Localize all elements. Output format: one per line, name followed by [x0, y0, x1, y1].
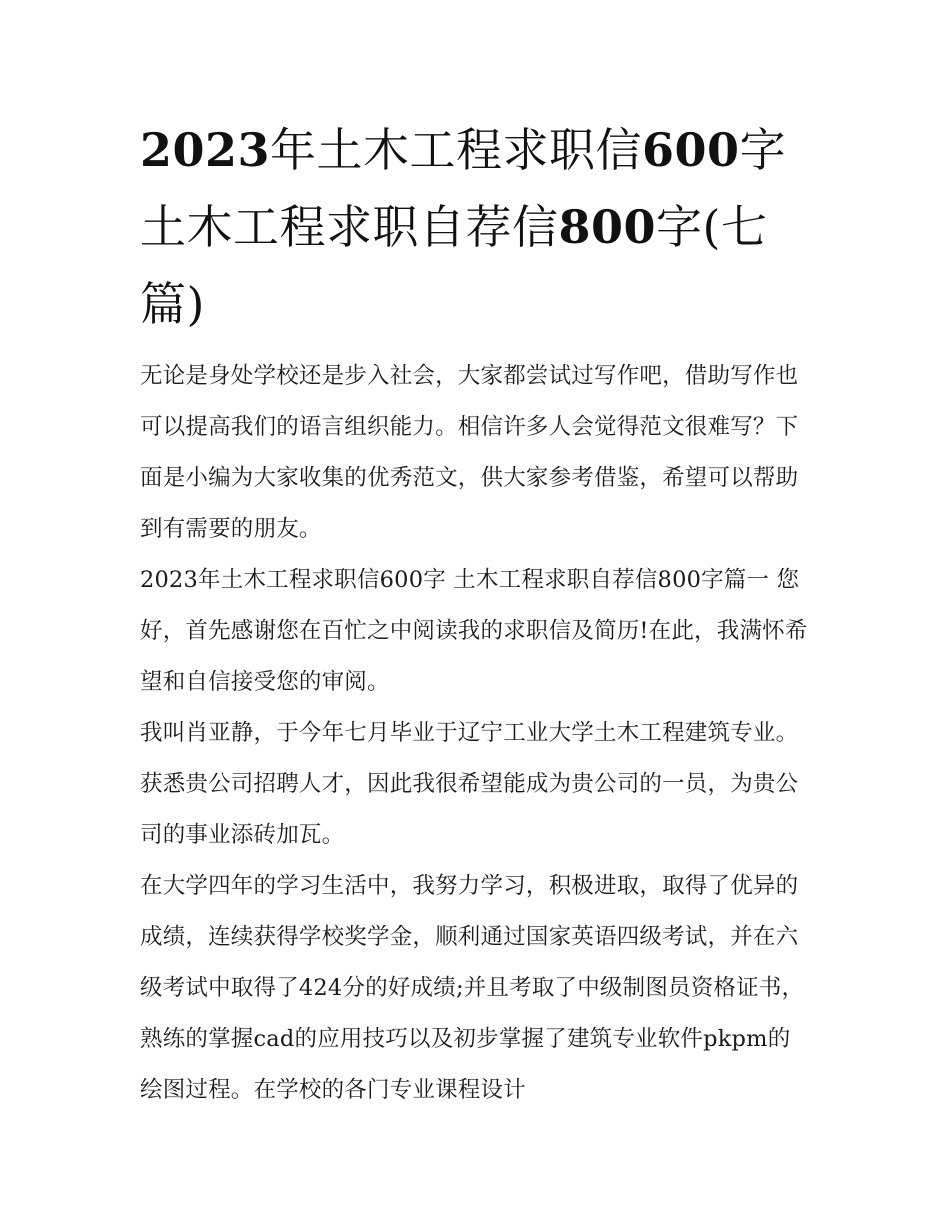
paragraph-greeting: 2023年土木工程求职信600字 土木工程求职自荐信800字篇一 您好，首先感谢您在百忙之中阅读我的求职信及简历!在此，我满怀希望和自信接受您的审阅。	[140, 567, 808, 695]
title-segment: 字(七篇)	[140, 200, 768, 331]
title-segment: 年土木工程求职信	[270, 123, 643, 177]
document-title	[140, 112, 812, 343]
paragraph-self-introduction: 我叫肖亚静，于今年七月毕业于辽宁工业大学土木工程建筑专业。获悉贵公司招聘人才，因此我很希望能成为贵公司的一员，为贵公司的事业添砖加瓦。	[140, 720, 799, 848]
title-number: 800	[558, 200, 657, 254]
title-number: 600	[642, 123, 740, 177]
paragraph-intro: 无论是身处学校还是步入社会，大家都尝试过写作吧，借助写作也可以提高我们的语言组织能力。相信许多人会觉得范文很难写？下面是小编为大家收集的优秀范文，供大家参考借鉴，希望可以帮助到有需要的朋友。	[140, 363, 799, 542]
title-segment: 字 土木工程求职自荐信	[140, 123, 787, 254]
title-year: 2023	[140, 123, 271, 177]
document-body	[140, 112, 812, 1116]
paragraph-university-study: 在大学四年的学习生活中，我努力学习，积极进取，取得了优异的成绩，连续获得学校奖学金，顺利通过国家英语四级考试，并在六级考试中取得了424分的好成绩;并且考取了中级制图员资格证书，熟练的掌握cad的应用技巧以及初步掌握了建筑专业软件pkpm的绘图过程。在学校的各门专业课程设计	[140, 873, 805, 1103]
